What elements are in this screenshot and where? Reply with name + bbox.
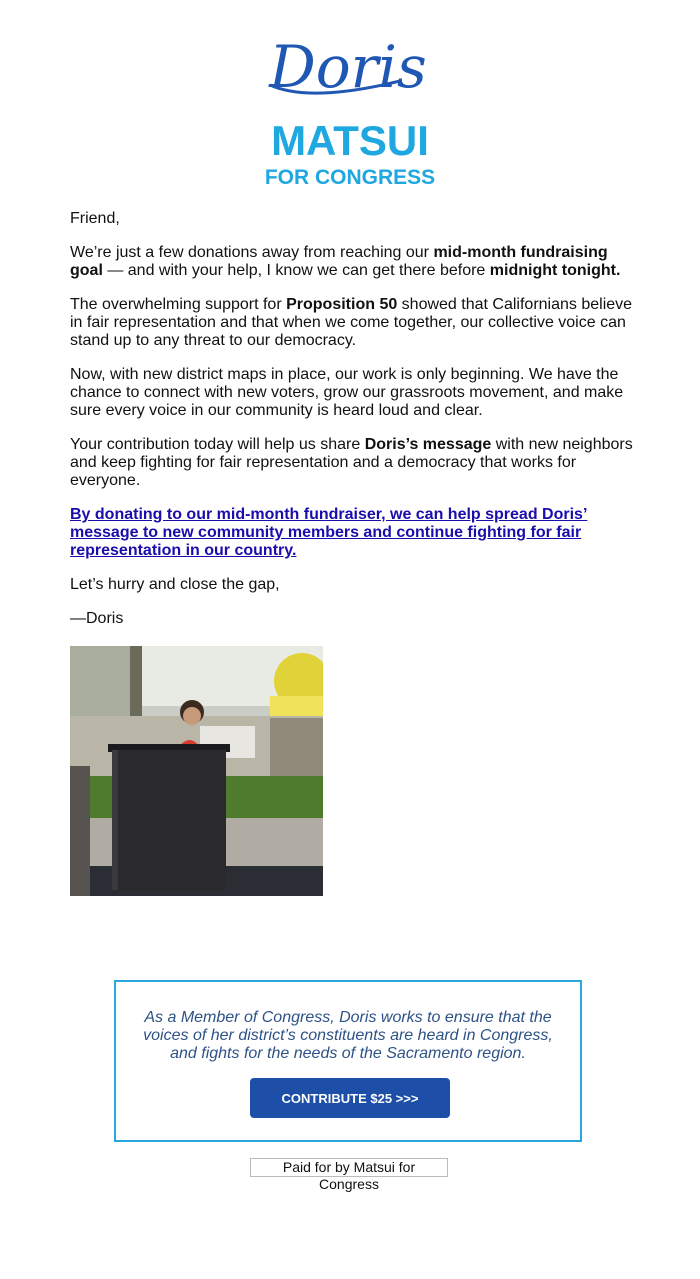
about-box [114,980,582,1142]
signoff: —Doris [70,610,124,627]
speech-photo [70,646,323,896]
greeting: Friend, [70,210,120,227]
photo-graphic [70,646,323,896]
donate-link-paragraph [70,506,635,560]
donate-link[interactable]: By donating to our mid-month fundraiser, we can help spread Doris’ message to new community members and continue fighting for fair representation in our country. [70,506,588,559]
paragraph-2: The overwhelming support for Proposition 50 showed that Californians believe in fair representation and that when we come together, our collective voice can stand up to any threat to our democracy. [70,296,633,349]
campaign-logo [0,25,700,190]
logo-name: MATSUI [271,117,429,164]
logo-graphic [250,25,450,190]
logo-signature: Doris [269,33,427,101]
contribute-button[interactable]: CONTRIBUTE $25 >>> [250,1078,450,1118]
logo-tagline: FOR CONGRESS [264,166,436,189]
email-body [70,210,635,644]
about-text: As a Member of Congress, Doris works to ensure that the voices of her district’s constituents are heard in Congress, and fights for the needs of the Sacramento region. [143,1009,553,1062]
paid-for-disclaimer: Paid for by Matsui for Congress [250,1158,448,1177]
paragraph-4: Your contribution today will help us share Doris’s message with new neighbors and keep fighting for fair representation and a democracy that works for everyone. [70,436,633,489]
paragraph-3: Now, with new district maps in place, our work is only beginning. We have the chance to connect with new voters, grow our grassroots movement, and make sure every voice in our community is heard loud and clear. [70,366,624,419]
paragraph-1: We’re just a few donations away from reaching our mid-month fundraising goal — and with your help, I know we can get there before midnight tonight. [70,244,621,279]
closing-line: Let’s hurry and close the gap, [70,576,280,593]
